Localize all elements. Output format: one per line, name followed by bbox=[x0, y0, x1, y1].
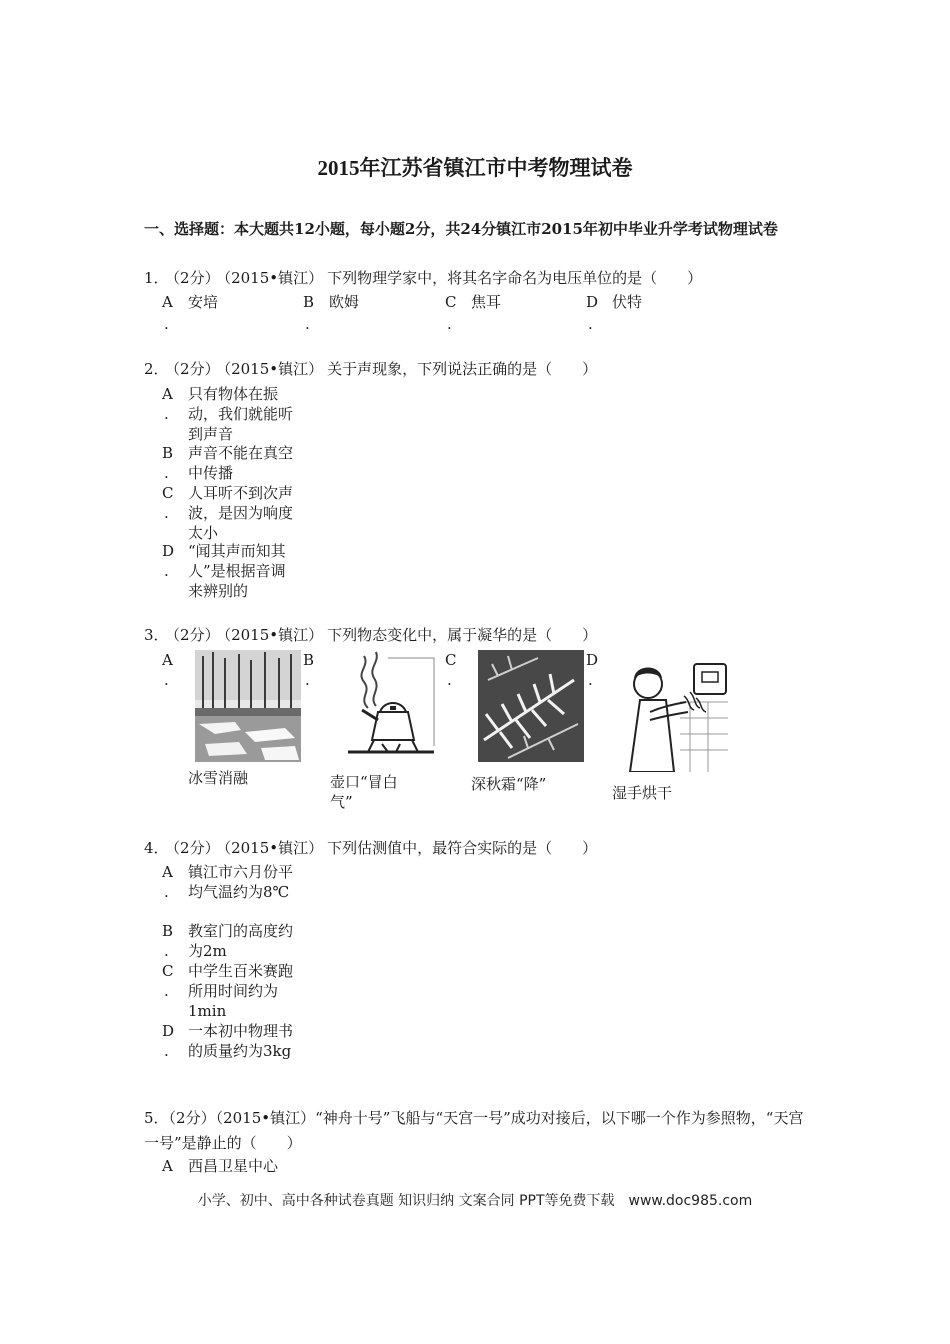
option-letter: B bbox=[303, 651, 315, 669]
option-text: 安培 bbox=[188, 293, 219, 311]
option-text: 人耳听不到次声波，是因为响度太小 bbox=[188, 484, 294, 542]
option-dot: . bbox=[164, 504, 169, 522]
option-text: 欧姆 bbox=[329, 293, 360, 311]
question-source: （2015•镇江） bbox=[223, 360, 324, 378]
question-number: 1． bbox=[144, 269, 169, 287]
question-source: （2015•镇江） bbox=[223, 839, 324, 857]
option-letter: D bbox=[162, 1022, 175, 1040]
option-letter: D bbox=[162, 542, 175, 560]
question-3-stem bbox=[144, 625, 601, 645]
option-dot: . bbox=[164, 982, 169, 1000]
question-number: 2． bbox=[144, 360, 169, 378]
frost-branch-image bbox=[478, 650, 584, 762]
option-text: 镇江市六月份平均气温约为8℃ bbox=[188, 863, 294, 901]
question-text: 关于声现象，下列说法正确的是（ ） bbox=[327, 360, 598, 378]
melting-snow-image bbox=[195, 650, 301, 762]
option-text: 声音不能在真空中传播 bbox=[188, 444, 294, 482]
option-dot: . bbox=[164, 883, 169, 901]
option-text: 壶口“冒白气” bbox=[330, 773, 398, 811]
option-letter: A bbox=[162, 651, 173, 669]
option-letter: A bbox=[162, 293, 173, 311]
option-letter: D bbox=[586, 651, 599, 669]
question-source: （2015•镇江） bbox=[215, 1109, 316, 1127]
option-text: 教室门的高度约为2m bbox=[188, 922, 294, 960]
option-text: 伏特 bbox=[612, 293, 643, 311]
option-dot: . bbox=[588, 671, 593, 689]
kettle-steam-image bbox=[338, 648, 438, 766]
option-text: 西昌卫星中心 bbox=[188, 1157, 279, 1175]
question-1-stem bbox=[144, 268, 706, 288]
question-text: 下列物理学家中，将其名字命名为电压单位的是（ ） bbox=[327, 269, 703, 287]
option-text: “闻其声而知其人”是根据音调来辨别的 bbox=[188, 542, 286, 600]
option-dot: . bbox=[305, 671, 310, 689]
option-dot: . bbox=[447, 671, 452, 689]
question-text: 下列物态变化中，属于凝华的是（ ） bbox=[327, 626, 598, 644]
option-dot: . bbox=[164, 464, 169, 482]
option-letter: C bbox=[445, 293, 457, 311]
option-dot: . bbox=[447, 315, 452, 333]
option-text: 深秋霜“降” bbox=[471, 775, 547, 793]
option-letter: B bbox=[162, 444, 174, 462]
question-text: 下列估测值中，最符合实际的是（ ） bbox=[327, 839, 598, 857]
question-2-stem bbox=[144, 359, 601, 379]
option-letter: B bbox=[162, 922, 174, 940]
option-dot: . bbox=[164, 562, 169, 580]
option-letter: D bbox=[586, 293, 599, 311]
option-text: 一本初中物理书的质量约为3kg bbox=[188, 1022, 294, 1060]
option-letter: A bbox=[162, 1157, 173, 1175]
option-dot: . bbox=[305, 315, 310, 333]
option-dot: . bbox=[164, 1042, 169, 1060]
hand-dryer-image bbox=[620, 656, 728, 772]
page-footer: 小学、初中、高中各种试卷真题 知识归纳 文案合同 PPT等免费下载 www.doc985.com bbox=[197, 1193, 753, 1209]
page-title: 2015年江苏省镇江市中考物理试卷 bbox=[317, 156, 633, 180]
question-score: （2分） bbox=[168, 1109, 216, 1127]
option-letter: C bbox=[162, 484, 174, 502]
option-text: 冰雪消融 bbox=[188, 769, 249, 787]
option-dot: . bbox=[164, 315, 169, 333]
option-dot: . bbox=[164, 405, 169, 423]
option-dot: . bbox=[164, 671, 169, 689]
question-number: 5． bbox=[144, 1109, 169, 1127]
option-text: 只有物体在振动，我们就能听到声音 bbox=[188, 385, 294, 443]
question-4-stem bbox=[144, 838, 601, 858]
option-dot: . bbox=[588, 315, 593, 333]
option-letter: A bbox=[162, 385, 173, 403]
question-number: 3． bbox=[144, 626, 169, 644]
question-source: （2015•镇江） bbox=[223, 626, 324, 644]
option-letter: C bbox=[445, 651, 457, 669]
option-letter: C bbox=[162, 962, 174, 980]
option-dot: . bbox=[164, 942, 169, 960]
option-text: 中学生百米赛跑所用时间约为1min bbox=[188, 962, 294, 1020]
question-5-stem bbox=[144, 1106, 814, 1156]
question-source: （2015•镇江） bbox=[223, 269, 324, 287]
question-text: “神舟十号”飞船与“天宫一号”成功对接后，以下哪一个作为参照物，“天宫一号”是静止的（ ） bbox=[144, 1109, 804, 1152]
option-letter: A bbox=[162, 863, 173, 881]
option-text: 湿手烘干 bbox=[612, 784, 673, 802]
question-score: （2分） bbox=[172, 626, 220, 644]
question-score: （2分） bbox=[172, 839, 220, 857]
option-text: 焦耳 bbox=[471, 293, 502, 311]
question-number: 4． bbox=[144, 839, 169, 857]
option-letter: B bbox=[303, 293, 315, 311]
question-score: （2分） bbox=[172, 269, 220, 287]
section-heading: 一、选择题：本大题共12小题，每小题2分，共24分镇江市2015年初中毕业升学考试物理试卷 bbox=[144, 220, 778, 238]
question-score: （2分） bbox=[172, 360, 220, 378]
